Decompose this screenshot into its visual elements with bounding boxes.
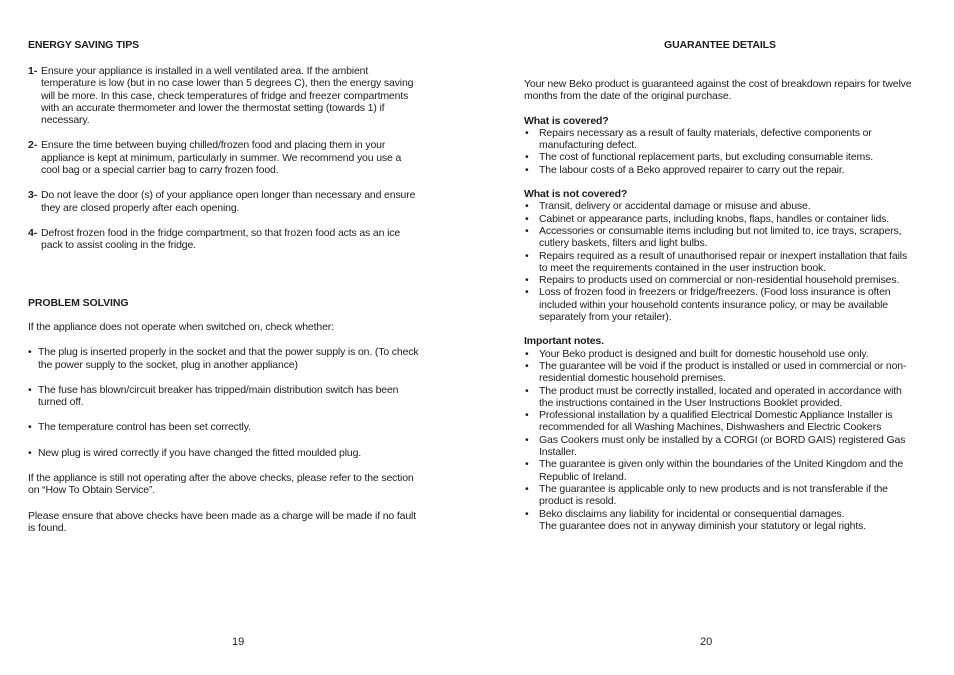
guarantee-intro: Your new Beko product is guaranteed against the cost of breakdown repairs for twelve months from the date of the original purchase. xyxy=(524,78,912,103)
problem-intro: If the appliance does not operate when switched on, check whether: xyxy=(28,321,334,333)
check-text: New plug is wired correctly if you have changed the fitted moulded plug. xyxy=(38,446,362,459)
check-item: • The plug is inserted properly in the socket and that the power supply is on. (To check the power supply to the socket, plug in another appliance) xyxy=(28,346,419,371)
not-covered-heading: What is not covered? xyxy=(524,188,628,201)
tip-number: 4- xyxy=(28,226,38,239)
charge-note-text: Please ensure that above checks have been made as a charge will be made if no fault is found. xyxy=(28,509,416,534)
important-notes-heading: Important notes. xyxy=(524,335,604,348)
covered-list xyxy=(524,127,912,176)
tip-text: Ensure your appliance is installed in a well ventilated area. If the ambient temperature is low (but in no case lower than 5 degrees C), then the energy saving will be more. In this case, check temperatures of fridge and freezer compartments with an accurate thermometer and lower the thermostat setting (towards 1) if necessary. xyxy=(41,65,414,127)
tip-text: Do not leave the door (s) of your appliance open longer than necessary and ensure they are closed properly after each opening. xyxy=(41,189,416,214)
after-checks-text: If the appliance is still not operating after the above checks, please refer to the section on “How To Obtain Service”. xyxy=(28,472,414,497)
list-item: • Cabinet or appearance parts, including knobs, flaps, handles or container lids. xyxy=(525,212,890,225)
list-item: • Repairs to products used on commercial or non-residential household premises. xyxy=(525,274,900,287)
problem-solving-heading: PROBLEM SOLVING xyxy=(28,297,129,309)
list-item: • Your Beko product is designed and built for domestic household use only. xyxy=(525,347,869,360)
not-covered-list xyxy=(524,200,912,323)
covered-heading: What is covered? xyxy=(524,114,609,127)
page-number-left: 19 xyxy=(232,636,245,648)
page-number-right: 20 xyxy=(700,636,713,648)
tip-item xyxy=(28,139,420,176)
left-page xyxy=(28,0,420,675)
closing-text: The guarantee does not in anyway diminish your statutory or legal rights. xyxy=(539,519,866,532)
check-text: The fuse has blown/circuit breaker has tripped/main distribution switch has been turned off. xyxy=(38,383,399,409)
tip-item xyxy=(28,189,420,214)
list-item: • Gas Cookers must only be installed by a CORGI (or BORD GAIS) registered Gas Installer. xyxy=(525,433,906,459)
list-item: • Accessories or consumable items including but not limited to, ice trays, scrapers, cutlery baskets, filters and light bulbs. xyxy=(525,224,902,250)
right-page xyxy=(524,0,912,675)
check-text: The plug is inserted properly in the socket and that the power supply is on. (To check the power supply to the socket, plug in another appliance) xyxy=(38,346,419,371)
check-item: • The temperature control has been set correctly. xyxy=(28,421,251,434)
important-notes-list xyxy=(524,348,912,520)
tip-number: 1- xyxy=(28,65,38,77)
list-item: • The product must be correctly installed, located and operated in accordance with the instructions contained in the User Instructions Booklet provided. xyxy=(525,384,902,409)
energy-tips-list xyxy=(28,65,420,252)
list-item: • Transit, delivery or accidental damage or misuse and abuse. xyxy=(525,200,811,213)
list-item: • The labour costs of a Beko approved repairer to carry out the repair. xyxy=(525,163,845,176)
check-item: • The fuse has blown/circuit breaker has tripped/main distribution switch has been turned off. xyxy=(28,383,399,409)
check-text: The temperature control has been set correctly. xyxy=(38,421,251,434)
list-item: • The guarantee is applicable only to new products and is not transferable if the product is resold. xyxy=(525,482,888,508)
problem-solving-body xyxy=(28,321,420,534)
guarantee-heading: GUARANTEE DETAILS xyxy=(664,39,776,51)
list-item: • The guarantee will be void if the product is installed or used in commercial or non-residential domestic household premises. xyxy=(525,359,907,385)
list-item: • Loss of frozen food in freezers or fridge/freezers. (Food loss insurance is often included within your household contents insurance policy, or may be available separately from your retailer). xyxy=(525,286,891,324)
tip-item xyxy=(28,65,420,126)
energy-saving-heading: ENERGY SAVING TIPS xyxy=(28,39,140,51)
tip-number: 2- xyxy=(28,139,38,152)
list-item: • The cost of functional replacement parts, but excluding consumable items. xyxy=(525,151,873,164)
check-item: • New plug is wired correctly if you have changed the fitted moulded plug. xyxy=(28,446,362,459)
tip-item xyxy=(28,227,420,252)
guarantee-body xyxy=(524,78,912,532)
list-item: • The guarantee is given only within the boundaries of the United Kingdom and the Republic of Ireland. xyxy=(525,458,904,483)
tip-text: Defrost frozen food in the fridge compartment, so that frozen food acts as an ice pack to assist cooling in the fridge. xyxy=(41,226,401,252)
list-item: • Professional installation by a qualified Electrical Domestic Appliance Installer is recommended for all Washing Machines, Dishwashers and Electric Cookers xyxy=(525,409,893,434)
list-item: • Repairs necessary as a result of faulty materials, defective components or manufacturing defect. xyxy=(525,126,872,152)
list-item: • Repairs required as a result of unauthorised repair or inexpert installation that fails to meet the requirements contained in the user instruction book. xyxy=(525,249,908,274)
list-item: • Beko disclaims any liability for incidental or consequential damages. xyxy=(525,507,845,520)
tip-number: 3- xyxy=(28,189,38,202)
tip-text: Ensure the time between buying chilled/frozen food and placing them in your appliance is kept at minimum, particularly in summer. We recommend you use a cool bag or a special carrier bag to carry frozen food. xyxy=(41,139,402,177)
